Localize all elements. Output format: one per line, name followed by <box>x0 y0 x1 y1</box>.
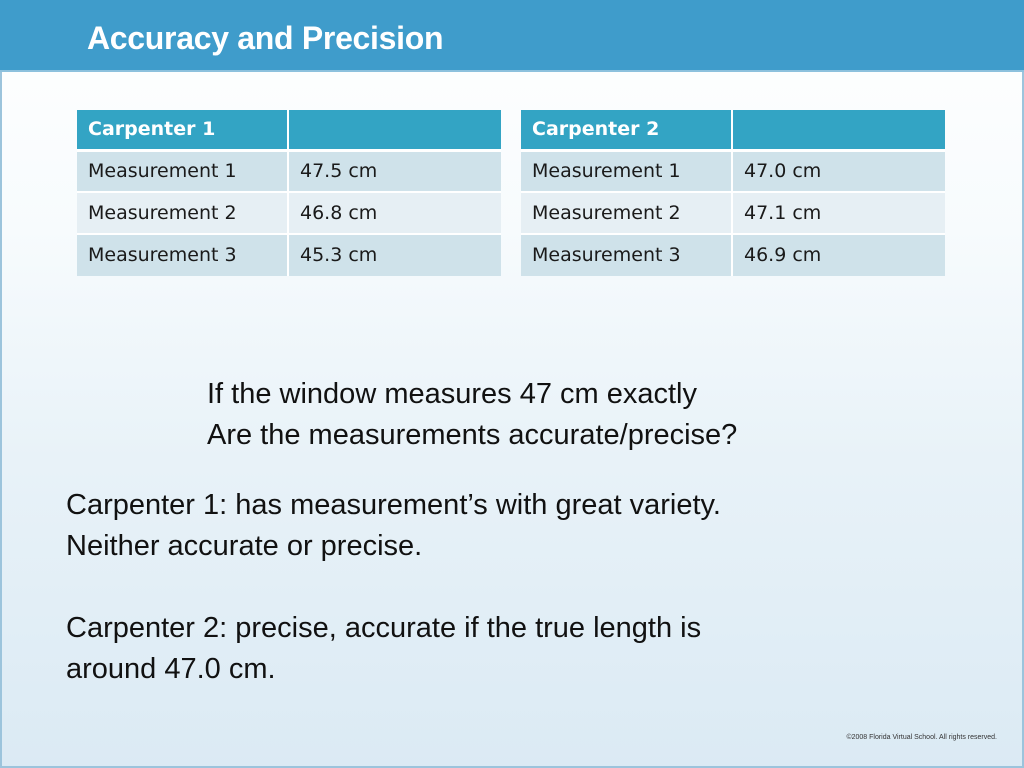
measurement-label-cell: Measurement 2 <box>77 193 289 235</box>
table-row <box>77 193 501 235</box>
measurement-label-cell: Measurement 1 <box>77 152 289 194</box>
measurement-label-cell: Measurement 1 <box>521 152 733 194</box>
carpenter-1-answer-line-1: Carpenter 1: has measurement’s with great variety. <box>66 489 721 521</box>
measurement-value-cell: 47.0 cm <box>733 152 945 194</box>
measurement-label-cell: Measurement 3 <box>77 235 289 277</box>
question-line-2: Are the measurements accurate/precise? <box>207 419 738 451</box>
table-header-cell <box>733 110 945 152</box>
carpenter-1-answer-line-2: Neither accurate or precise. <box>66 530 423 562</box>
title-bar <box>0 0 1024 72</box>
measurement-value-cell: 47.1 cm <box>733 193 945 235</box>
measurement-label-cell: Measurement 2 <box>521 193 733 235</box>
measurement-label-cell: Measurement 3 <box>521 235 733 277</box>
carpenter-2-answer-line-2: around 47.0 cm. <box>66 653 276 685</box>
measurement-value-cell: 46.9 cm <box>733 235 945 277</box>
table-row <box>77 152 501 194</box>
table-row <box>521 152 945 194</box>
question-line-1: If the window measures 47 cm exactly <box>207 378 697 410</box>
table-row <box>521 193 945 235</box>
carpenter-2-table <box>521 110 945 276</box>
carpenter-1-table <box>77 110 501 276</box>
measurement-value-cell: 47.5 cm <box>289 152 501 194</box>
measurement-value-cell: 45.3 cm <box>289 235 501 277</box>
table-header-row <box>77 110 501 152</box>
table-header-cell <box>289 110 501 152</box>
slide-title: Accuracy and Precision <box>87 20 444 56</box>
table-header-cell: Carpenter 1 <box>77 110 289 152</box>
copyright-notice: ©2008 Florida Virtual School. All rights reserved. <box>846 734 997 741</box>
table-header-cell: Carpenter 2 <box>521 110 733 152</box>
carpenter-2-answer-line-1: Carpenter 2: precise, accurate if the true length is <box>66 612 702 644</box>
table-row <box>77 235 501 277</box>
table-row <box>521 235 945 277</box>
measurement-value-cell: 46.8 cm <box>289 193 501 235</box>
table-header-row <box>521 110 945 152</box>
